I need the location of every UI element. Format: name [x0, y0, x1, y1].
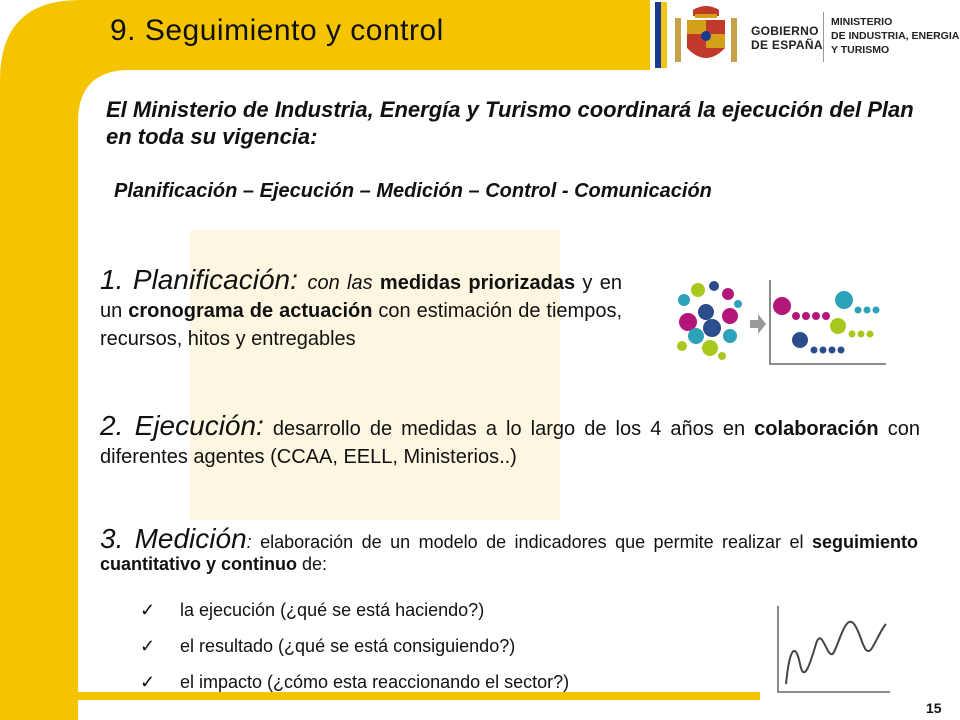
slide-title: 9. Seguimiento y control	[110, 14, 444, 47]
ministerio-line3: Y TURISMO	[831, 44, 890, 56]
ejecucion-text-1: desarrollo de medidas a lo largo de los 4 años en	[263, 418, 755, 440]
checklist-text: el resultado (¿qué se está consiguiendo?)	[180, 636, 516, 656]
ejecucion-heading: 2. Ejecución:	[100, 410, 264, 441]
planificacion-bold-2: cronograma de actuación	[128, 300, 373, 322]
ejecucion-text-2: con diferentes agentes (CCAA, EELL, Ministerios..)	[100, 418, 920, 468]
gobierno-logo	[653, 0, 960, 72]
checklist-text: el impacto (¿cómo esta reaccionando el sector?)	[180, 672, 570, 692]
planificacion-heading: 1. Planificación	[100, 264, 291, 295]
trend-line	[786, 622, 886, 684]
planificacion-bold-1: medidas priorizadas	[379, 272, 576, 294]
trend-axes	[778, 606, 890, 692]
medicion-text-1: elaboración de un modelo de indicadores que permite realizar el	[260, 532, 812, 552]
planificacion-colon: :	[290, 264, 308, 295]
intro-text: El Ministerio de Industria, Energía y Turismo coordinará la ejecución del Plan en toda su vigencia:	[106, 97, 914, 149]
dots-prioritization-icon	[672, 276, 892, 370]
logo-separator	[823, 12, 824, 62]
ejecucion-paragraph	[100, 412, 920, 471]
checklist-text: la ejecución (¿qué se está haciendo?)	[180, 600, 485, 620]
gobierno-line1: GOBIERNO	[751, 24, 819, 38]
ministerio-line1: MINISTERIO	[831, 16, 893, 28]
trend-chart-icon	[772, 604, 892, 696]
coat-of-arms-icon	[671, 4, 741, 70]
spain-flag-stripe	[661, 2, 667, 68]
medicion-text-2: de:	[297, 554, 328, 574]
check-icon: ✓	[140, 600, 156, 620]
planificacion-text-2: y en un	[100, 272, 622, 322]
checklist-item	[140, 600, 484, 621]
medicion-heading: 3. Medición	[100, 523, 247, 554]
checklist-item	[140, 672, 569, 693]
check-icon: ✓	[140, 636, 156, 656]
planificacion-paragraph	[100, 266, 622, 353]
bottom-bar	[78, 692, 760, 700]
medicion-bold-1: seguimiento cuantitativo y continuo	[100, 532, 918, 574]
medicion-colon: :	[246, 532, 261, 552]
ejecucion-bold-1: colaboración	[754, 418, 879, 440]
ministerio-line2: DE INDUSTRIA, ENERGIA	[831, 30, 960, 42]
medicion-paragraph	[100, 523, 918, 575]
page-number: 15	[926, 700, 942, 716]
chart-axes	[770, 280, 886, 364]
gobierno-line2: DE ESPAÑA	[751, 38, 823, 52]
planificacion-text-3: con estimación de tiempos, recursos, hitos y entregables	[100, 300, 622, 350]
phases-line: Planificación – Ejecución – Medición – Control - Comunicación	[114, 180, 712, 202]
checklist-item	[140, 636, 515, 657]
planificacion-text-1: con las	[307, 272, 380, 294]
check-icon: ✓	[140, 672, 156, 692]
arrow-right-icon	[750, 314, 766, 334]
